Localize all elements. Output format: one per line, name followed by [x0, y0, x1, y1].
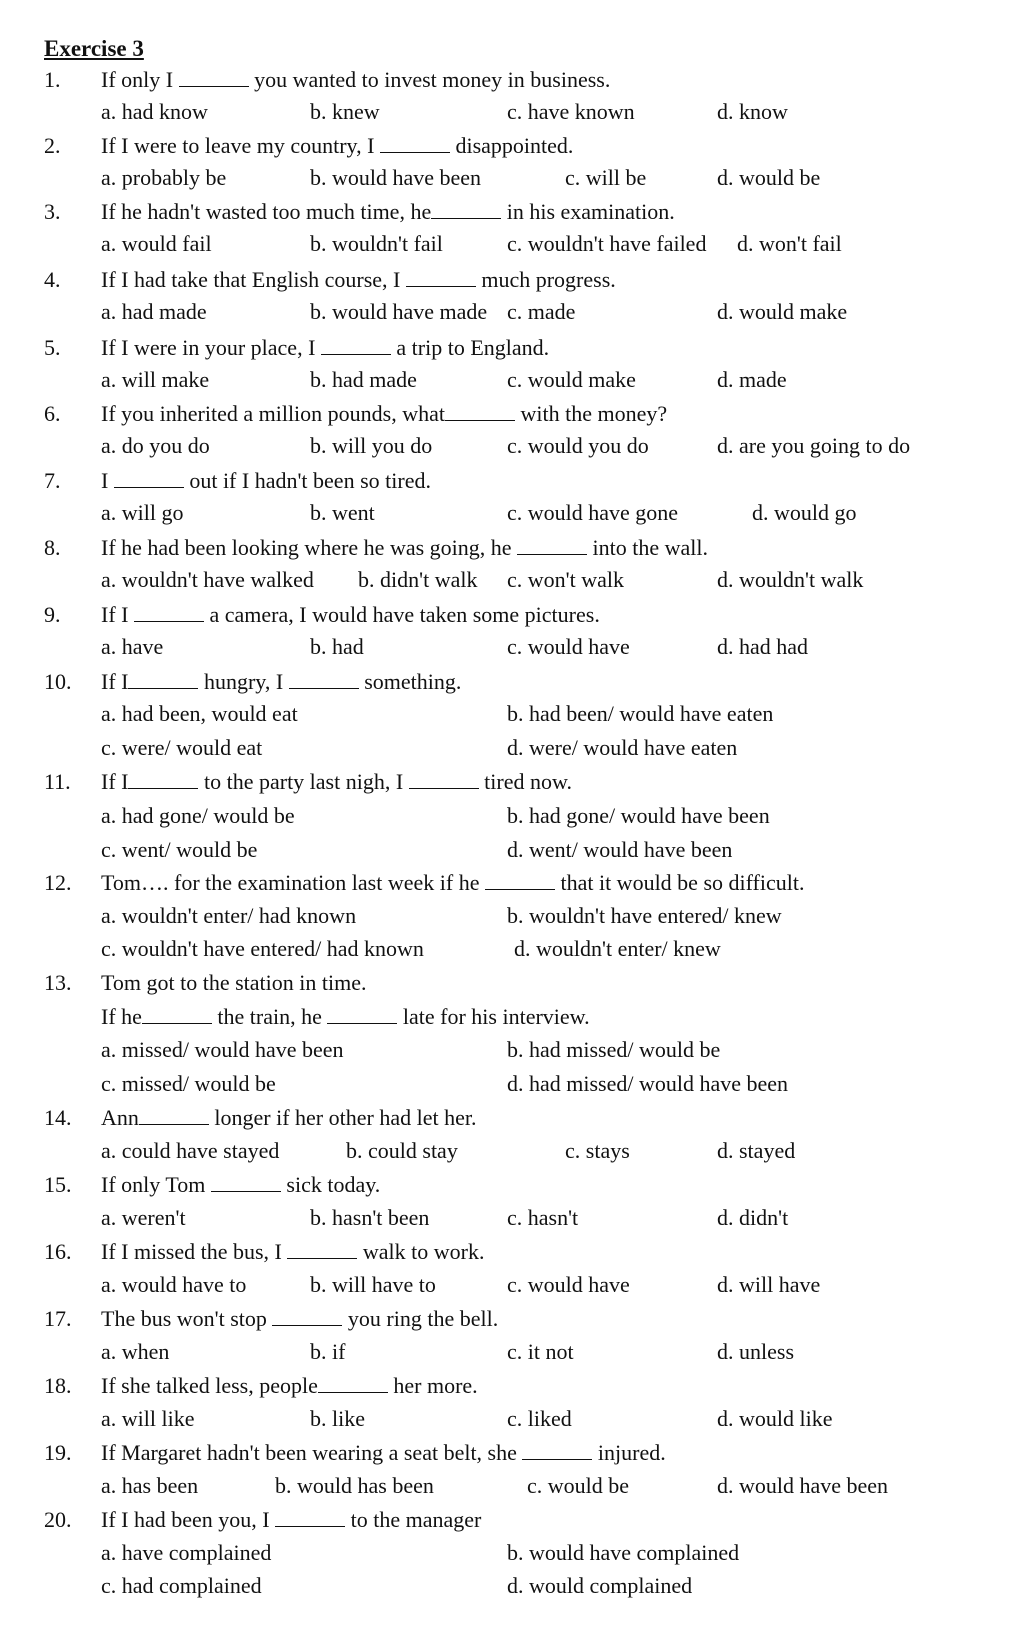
- option-c[interactable]: c. will be: [565, 165, 647, 190]
- option-b[interactable]: b. knew: [310, 99, 380, 124]
- question-number: 4.: [44, 267, 61, 292]
- question-stem: If I hungry, I something.: [101, 669, 462, 694]
- question-number: 5.: [44, 335, 61, 360]
- question-stem: If I a camera, I would have taken some pictures.: [101, 602, 600, 627]
- option-a[interactable]: a. will make: [101, 367, 210, 392]
- question-stem: If he the train, he late for his interview.: [101, 1004, 590, 1029]
- question-stem: If only I you wanted to invest money in business.: [101, 67, 611, 92]
- question-stem: If I had take that English course, I much progress.: [101, 267, 616, 292]
- option-b[interactable]: b. if: [310, 1339, 346, 1364]
- option-d[interactable]: d. didn't: [717, 1205, 789, 1230]
- option-c[interactable]: c. would you do: [507, 433, 649, 458]
- option-b[interactable]: b. would have made: [310, 299, 488, 324]
- question-number: 17.: [44, 1306, 72, 1331]
- option-b[interactable]: b. would have been: [310, 165, 482, 190]
- option-a[interactable]: a. could have stayed: [101, 1138, 280, 1163]
- question-number: 9.: [44, 602, 61, 627]
- option-b[interactable]: b. would have complained: [507, 1540, 740, 1565]
- option-b[interactable]: b. will you do: [310, 433, 433, 458]
- question-stem: Ann longer if her other had let her.: [101, 1105, 477, 1130]
- answer-blank: [318, 1374, 388, 1393]
- question-number: 7.: [44, 468, 61, 493]
- answer-blank: [134, 603, 204, 622]
- option-d[interactable]: d. would go: [752, 500, 857, 525]
- option-c[interactable]: c. were/ would eat: [101, 735, 263, 760]
- question-number: 3.: [44, 199, 61, 224]
- option-a[interactable]: a. had gone/ would be: [101, 803, 295, 828]
- question-number: 10.: [44, 669, 72, 694]
- question-stem: If she talked less, people her more.: [101, 1373, 478, 1398]
- answer-blank: [142, 1005, 212, 1024]
- option-d[interactable]: d. had had: [717, 634, 809, 659]
- answer-blank: [409, 770, 479, 789]
- option-d[interactable]: d. will have: [717, 1272, 821, 1297]
- option-c[interactable]: c. made: [507, 299, 576, 324]
- answer-blank: [211, 1173, 281, 1192]
- question-stem: If I had been you, I to the manager: [101, 1507, 482, 1532]
- option-a[interactable]: a. have complained: [101, 1540, 272, 1565]
- answer-blank: [517, 536, 587, 555]
- question-number: 2.: [44, 133, 61, 158]
- answer-blank: [275, 1508, 345, 1527]
- option-b[interactable]: b. like: [310, 1406, 365, 1431]
- question-stem: If I were in your place, I a trip to England.: [101, 335, 550, 360]
- question-number: 16.: [44, 1239, 72, 1264]
- question-stem: If he hadn't wasted too much time, he in his examination.: [101, 199, 675, 224]
- question-stem: The bus won't stop you ring the bell.: [101, 1306, 499, 1331]
- question-number: 14.: [44, 1105, 72, 1130]
- question-stem: If I were to leave my country, I disappointed.: [101, 133, 574, 158]
- question-stem: If I missed the bus, I walk to work.: [101, 1239, 485, 1264]
- option-b[interactable]: b. had been/ would have eaten: [507, 701, 774, 726]
- answer-blank: [128, 770, 198, 789]
- option-c[interactable]: c. hasn't: [507, 1205, 579, 1230]
- question-stem: Tom…. for the examination last week if he that it would be so difficult.: [101, 870, 805, 895]
- question-stem: If I to the party last nigh, I tired now.: [101, 769, 572, 794]
- question-stem: If only Tom sick today.: [101, 1172, 381, 1197]
- option-a[interactable]: a. had made: [101, 299, 207, 324]
- question-number: 8.: [44, 535, 61, 560]
- answer-blank: [179, 68, 249, 87]
- question-number: 15.: [44, 1172, 72, 1197]
- option-b[interactable]: b. would has been: [275, 1473, 434, 1498]
- option-a[interactable]: a. would fail: [101, 231, 212, 256]
- option-d[interactable]: d. were/ would have eaten: [507, 735, 738, 760]
- option-a[interactable]: a. when: [101, 1339, 170, 1364]
- option-d[interactable]: d. would like: [717, 1406, 833, 1431]
- option-b[interactable]: b. could stay: [346, 1138, 458, 1163]
- question-stem: If Margaret hadn't been wearing a seat belt, she injured.: [101, 1440, 666, 1465]
- option-b[interactable]: b. had: [310, 634, 364, 659]
- option-c[interactable]: c. have known: [507, 99, 635, 124]
- question-number: 19.: [44, 1440, 72, 1465]
- option-b[interactable]: b. didn't walk: [358, 567, 478, 592]
- answer-blank: [287, 1240, 357, 1259]
- answer-blank: [406, 268, 476, 287]
- question-number: 20.: [44, 1507, 72, 1532]
- question-number: 11.: [44, 769, 71, 794]
- option-a[interactable]: a. has been: [101, 1473, 199, 1498]
- answer-blank: [321, 336, 391, 355]
- option-b[interactable]: b. wouldn't fail: [310, 231, 443, 256]
- option-c[interactable]: c. wouldn't have entered/ had known: [101, 936, 424, 961]
- option-d[interactable]: d. know: [717, 99, 788, 124]
- option-a[interactable]: a. wouldn't have walked: [101, 567, 314, 592]
- option-d[interactable]: d. would complained: [507, 1573, 693, 1598]
- question-number: 6.: [44, 401, 61, 426]
- option-b[interactable]: b. will have to: [310, 1272, 436, 1297]
- option-a[interactable]: a. will like: [101, 1406, 195, 1431]
- option-c[interactable]: c. won't walk: [507, 567, 624, 592]
- option-b[interactable]: b. had made: [310, 367, 417, 392]
- option-d[interactable]: d. made: [717, 367, 787, 392]
- option-b[interactable]: b. had gone/ would have been: [507, 803, 770, 828]
- question-stem: If you inherited a million pounds, what with the money?: [101, 401, 668, 426]
- option-c[interactable]: c. would be: [527, 1473, 630, 1498]
- option-a[interactable]: a. probably be: [101, 165, 227, 190]
- option-d[interactable]: d. are you going to do: [717, 433, 911, 458]
- option-a[interactable]: a. wouldn't enter/ had known: [101, 903, 357, 928]
- answer-blank: [327, 1005, 397, 1024]
- option-c[interactable]: c. missed/ would be: [101, 1071, 276, 1096]
- question-number: 18.: [44, 1373, 72, 1398]
- answer-blank: [272, 1307, 342, 1326]
- option-c[interactable]: c. would have: [507, 634, 630, 659]
- option-c[interactable]: c. stays: [565, 1138, 630, 1163]
- option-c[interactable]: c. would have: [507, 1272, 630, 1297]
- option-c[interactable]: c. it not: [507, 1339, 574, 1364]
- option-c[interactable]: c. would make: [507, 367, 636, 392]
- option-c[interactable]: c. wouldn't have failed: [507, 231, 707, 256]
- answer-blank: [522, 1441, 592, 1460]
- option-a[interactable]: a. would have to: [101, 1272, 247, 1297]
- option-d[interactable]: d. would be: [717, 165, 821, 190]
- option-b[interactable]: b. hasn't been: [310, 1205, 430, 1230]
- option-a[interactable]: a. will go: [101, 500, 184, 525]
- answer-blank: [380, 134, 450, 153]
- answer-blank: [289, 670, 359, 689]
- option-d[interactable]: d. would make: [717, 299, 848, 324]
- answer-blank: [114, 469, 184, 488]
- answer-blank: [485, 871, 555, 890]
- answer-blank: [139, 1106, 209, 1125]
- option-d[interactable]: d. unless: [717, 1339, 794, 1364]
- question-number: 12.: [44, 870, 72, 895]
- option-a[interactable]: a. do you do: [101, 433, 210, 458]
- option-d[interactable]: d. wouldn't enter/ knew: [514, 936, 721, 961]
- option-d[interactable]: d. went/ would have been: [507, 837, 733, 862]
- question-number: 1.: [44, 67, 61, 92]
- answer-blank: [128, 670, 198, 689]
- question-number: 13.: [44, 970, 72, 995]
- option-a[interactable]: a. missed/ would have been: [101, 1037, 344, 1062]
- exercise-title: Exercise 3: [44, 36, 144, 61]
- option-c[interactable]: c. went/ would be: [101, 837, 258, 862]
- question-stem: I out if I hadn't been so tired.: [101, 468, 431, 493]
- option-a[interactable]: a. had know: [101, 99, 208, 124]
- option-c[interactable]: c. liked: [507, 1406, 572, 1431]
- option-b[interactable]: b. wouldn't have entered/ knew: [507, 903, 782, 928]
- option-a[interactable]: a. weren't: [101, 1205, 186, 1230]
- option-a[interactable]: a. have: [101, 634, 164, 659]
- option-d[interactable]: d. had missed/ would have been: [507, 1071, 789, 1096]
- option-c[interactable]: c. would have gone: [507, 500, 679, 525]
- answer-blank: [445, 402, 515, 421]
- question-context: Tom got to the station in time.: [101, 970, 367, 995]
- question-stem: If he had been looking where he was going, he into the wall.: [101, 535, 709, 560]
- option-d[interactable]: d. won't fail: [737, 231, 842, 256]
- option-b[interactable]: b. went: [310, 500, 375, 525]
- option-c[interactable]: c. had complained: [101, 1573, 262, 1598]
- option-d[interactable]: d. stayed: [717, 1138, 796, 1163]
- answer-blank: [431, 200, 501, 219]
- option-a[interactable]: a. had been, would eat: [101, 701, 298, 726]
- option-b[interactable]: b. had missed/ would be: [507, 1037, 721, 1062]
- option-d[interactable]: d. would have been: [717, 1473, 889, 1498]
- option-d[interactable]: d. wouldn't walk: [717, 567, 864, 592]
